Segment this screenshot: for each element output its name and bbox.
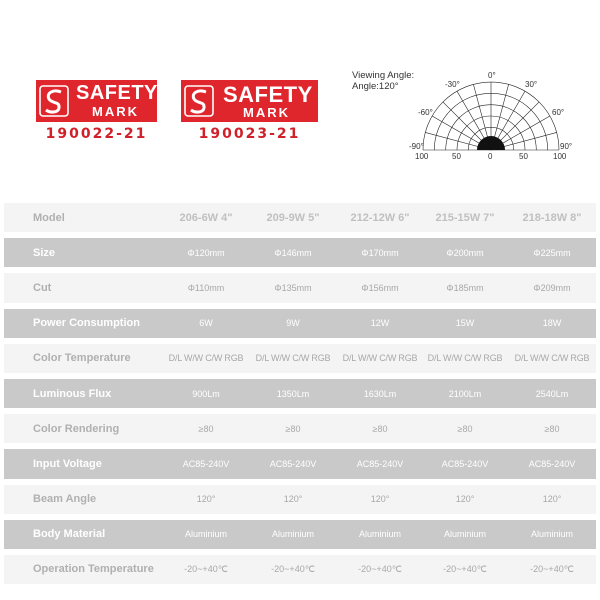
table-cell: D/L W/W C/W RGB [338, 344, 422, 373]
table-cell: ≥80 [422, 414, 508, 443]
badge-number: 190022-21 [45, 126, 148, 142]
table-cell: 209-9W 5" [248, 203, 338, 232]
radius-label: 100 [553, 152, 567, 161]
table-cell: Φ200mm [422, 238, 508, 267]
table-cell: -20~+40℃ [338, 555, 422, 584]
badge-mark-text: MARK [92, 104, 139, 119]
table-cell: Aluminium [164, 520, 248, 549]
table-cell: 12W [338, 309, 422, 338]
table-cell: Aluminium [508, 520, 596, 549]
viewing-angle-line1: Viewing Angle: [352, 70, 415, 81]
table-row [4, 309, 596, 338]
row-label: Color Rendering [4, 414, 164, 443]
angle-label: 60° [552, 108, 565, 117]
radius-label: 50 [452, 152, 461, 161]
radius-label: 0 [488, 152, 493, 161]
safety-mark-badge-1 [36, 80, 157, 142]
table-cell: Φ209mm [508, 273, 596, 302]
angle-label: 0° [488, 71, 496, 80]
safety-mark-box [36, 80, 157, 122]
table-row [4, 555, 596, 584]
table-cell: D/L W/W C/W RGB [508, 344, 596, 373]
table-cell: Aluminium [248, 520, 338, 549]
table-cell: 212-12W 6" [338, 203, 422, 232]
table-row [4, 273, 596, 302]
table-row [4, 344, 596, 373]
table-cell: 2100Lm [422, 379, 508, 408]
table-cell: 120° [248, 485, 338, 514]
table-row [4, 449, 596, 478]
safety-logo-icon [184, 83, 214, 119]
badge-mark-text: MARK [243, 105, 290, 120]
table-cell: -20~+40℃ [248, 555, 338, 584]
table-row [4, 238, 596, 267]
table-cell: 206-6W 4" [164, 203, 248, 232]
table-cell: Aluminium [338, 520, 422, 549]
table-cell: D/L W/W C/W RGB [422, 344, 508, 373]
angle-label: 90° [560, 142, 573, 151]
table-cell: AC85-240V [338, 449, 422, 478]
table-cell: -20~+40℃ [164, 555, 248, 584]
angle-label: -30° [445, 80, 460, 89]
table-cell: ≥80 [508, 414, 596, 443]
table-cell: 1630Lm [338, 379, 422, 408]
table-cell: ≥80 [248, 414, 338, 443]
table-cell: AC85-240V [248, 449, 338, 478]
table-cell: 120° [422, 485, 508, 514]
badge-number: 190023-21 [198, 126, 301, 142]
table-cell: 1350Lm [248, 379, 338, 408]
table-cell: Φ225mm [508, 238, 596, 267]
table-row [4, 414, 596, 443]
table-cell: Φ110mm [164, 273, 248, 302]
table-cell: -20~+40℃ [508, 555, 596, 584]
radius-label: 50 [519, 152, 528, 161]
table-cell: 15W [422, 309, 508, 338]
row-label: Input Voltage [4, 449, 164, 478]
table-cell: Φ185mm [422, 273, 508, 302]
table-row [4, 485, 596, 514]
table-cell: 2540Lm [508, 379, 596, 408]
angle-label: -90° [409, 142, 424, 151]
table-cell: Φ135mm [248, 273, 338, 302]
angle-label: 30° [525, 80, 538, 89]
radius-label: 100 [415, 152, 429, 161]
safety-mark-box [181, 80, 318, 122]
row-label: Color Temperature [4, 344, 164, 373]
table-cell: 120° [338, 485, 422, 514]
spec-table [4, 203, 596, 584]
row-label: Model [4, 203, 164, 232]
table-cell: Φ120mm [164, 238, 248, 267]
row-label: Size [4, 238, 164, 267]
table-cell: Φ156mm [338, 273, 422, 302]
row-label: Body Material [4, 520, 164, 549]
row-label: Cut [4, 273, 164, 302]
table-cell: 9W [248, 309, 338, 338]
table-cell: ≥80 [338, 414, 422, 443]
table-cell: -20~+40℃ [422, 555, 508, 584]
table-row [4, 379, 596, 408]
table-cell: D/L W/W C/W RGB [248, 344, 338, 373]
badge-safety-text: SAFETY [76, 82, 158, 104]
table-cell: 120° [164, 485, 248, 514]
table-cell: 6W [164, 309, 248, 338]
table-row [4, 520, 596, 549]
table-cell: AC85-240V [164, 449, 248, 478]
table-cell: 218-18W 8" [508, 203, 596, 232]
safety-mark-badge-2 [181, 80, 318, 142]
badge-safety-text: SAFETY [223, 82, 313, 107]
table-cell: 120° [508, 485, 596, 514]
table-cell: D/L W/W C/W RGB [164, 344, 248, 373]
row-label: Operation Temperature [4, 555, 164, 584]
safety-logo-icon [39, 83, 69, 119]
row-label: Luminous Flux [4, 379, 164, 408]
row-label: Power Consumption [4, 309, 164, 338]
table-cell: AC85-240V [508, 449, 596, 478]
table-cell: 215-15W 7" [422, 203, 508, 232]
viewing-angle-line2: Angle:120° [352, 81, 399, 92]
table-row [4, 203, 596, 232]
table-cell: 900Lm [164, 379, 248, 408]
table-cell: ≥80 [164, 414, 248, 443]
beam-area [477, 136, 505, 150]
beam-angle-diagram [395, 68, 595, 168]
table-cell: 18W [508, 309, 596, 338]
table-cell: Φ146mm [248, 238, 338, 267]
table-cell: Aluminium [422, 520, 508, 549]
row-label: Beam Angle [4, 485, 164, 514]
table-cell: Φ170mm [338, 238, 422, 267]
angle-label: -60° [418, 108, 433, 117]
table-cell: AC85-240V [422, 449, 508, 478]
